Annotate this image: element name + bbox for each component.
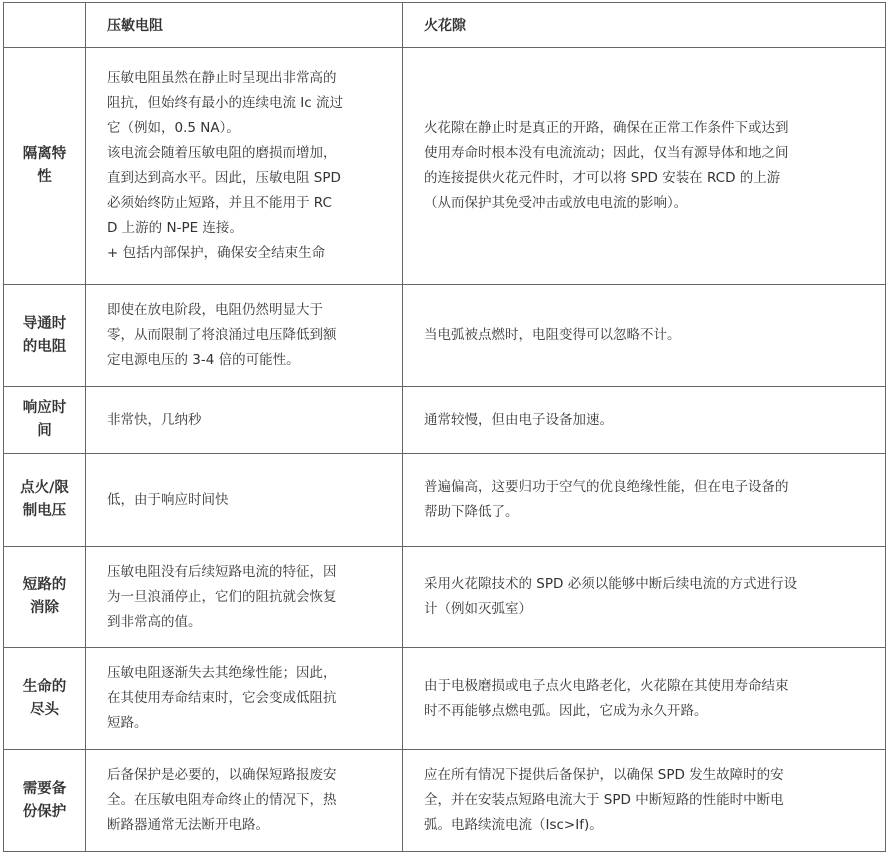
spark-gap-cell xyxy=(403,285,886,387)
text-line: 时不再能够点燃电弧。因此，它成为永久开路。 xyxy=(424,702,708,719)
text-line: D 上游的 N-PE 连接。 xyxy=(107,220,243,236)
text-line: 计（例如灭弧室） xyxy=(424,601,532,617)
text-line: 断路器通常无法断开电路。 xyxy=(107,817,269,833)
text-line: 压敏电阻没有后续短路电流的特征，因 xyxy=(107,563,337,580)
row-label: 导通时的电阻 xyxy=(4,285,86,387)
text-line: 直到达到高水平。因此，压敏电阻 SPD xyxy=(107,170,341,186)
table-row xyxy=(4,750,886,852)
text-line: 短路。 xyxy=(107,715,148,731)
varistor-cell xyxy=(86,48,403,285)
table-row xyxy=(4,285,886,387)
text-line: 该电流会随着压敏电阻的磨损而增加， xyxy=(107,145,337,161)
text-line: 全，并在安装点短路电流大于 SPD 中断短路的性能时中断电 xyxy=(424,792,784,808)
row-label: 隔离特性 xyxy=(4,48,86,285)
table-row xyxy=(4,648,886,750)
row-label: 生命的尽头 xyxy=(4,648,86,750)
row-label: 点火/限制电压 xyxy=(4,454,86,547)
text-line: 使用寿命时根本没有电流流动；因此，仅当有源导体和地之间 xyxy=(424,145,789,161)
text-line: 必须始终防止短路，并且不能用于 RC xyxy=(107,195,332,211)
varistor-cell xyxy=(86,285,403,387)
text-line: （从而保护其免受冲击或放电电流的影响）。 xyxy=(424,195,688,211)
text-line: 弧。电路续流电流（Isc>If)。 xyxy=(424,817,603,833)
spark-gap-cell xyxy=(403,48,886,285)
spark-gap-cell xyxy=(403,387,886,454)
text-line: + 包括内部保护，确保安全结束生命 xyxy=(107,245,326,261)
text-line: 火花隙在静止时是真正的开路，确保在正常工作条件下或达到 xyxy=(424,120,789,136)
text-line: 它（例如，0.5 NA）。 xyxy=(107,120,240,136)
varistor-cell xyxy=(86,547,403,648)
spark-gap-cell xyxy=(403,648,886,750)
spark-gap-cell xyxy=(403,750,886,852)
text-line: 阻抗，但始终有最小的连续电流 Ic 流过 xyxy=(107,95,343,111)
text-line: 通常较慢，但由电子设备加速。 xyxy=(424,411,613,428)
text-line: 在其使用寿命结束时，它会变成低阻抗 xyxy=(107,690,337,706)
varistor-cell xyxy=(86,387,403,454)
text-line: 非常快，几纳秒 xyxy=(107,411,202,428)
text-line: 到非常高的值。 xyxy=(107,613,202,630)
row-label: 响应时间 xyxy=(4,387,86,454)
table-header-row xyxy=(4,3,886,48)
varistor-cell xyxy=(86,648,403,750)
table-row xyxy=(4,547,886,648)
spark-gap-cell xyxy=(403,547,886,648)
header-varistor: 压敏电阻 xyxy=(86,3,403,48)
text-line: 普遍偏高，这要归功于空气的优良绝缘性能，但在电子设备的 xyxy=(424,479,789,495)
row-label: 需要备份保护 xyxy=(4,750,86,852)
varistor-cell xyxy=(86,454,403,547)
text-line: 后备保护是必要的，以确保短路报废安 xyxy=(107,767,337,783)
text-line: 压敏电阻虽然在静止时呈现出非常高的 xyxy=(107,70,337,86)
text-line: 定电源电压的 3-4 倍的可能性。 xyxy=(107,352,300,368)
table-row xyxy=(4,454,886,547)
table-row xyxy=(4,387,886,454)
text-line: 由于电极磨损或电子点火电路老化，火花隙在其使用寿命结束 xyxy=(424,677,789,694)
text-line: 帮助下降低了。 xyxy=(424,504,519,520)
text-line: 为一旦浪涌停止，它们的阻抗就会恢复 xyxy=(107,588,337,605)
text-line: 全。在压敏电阻寿命终止的情况下，热 xyxy=(107,792,337,808)
comparison-table xyxy=(3,2,886,852)
text-line: 当电弧被点燃时，电阻变得可以忽略不计。 xyxy=(424,327,681,343)
text-line: 低，由于响应时间快 xyxy=(107,491,229,508)
varistor-cell xyxy=(86,750,403,852)
spark-gap-cell xyxy=(403,454,886,547)
text-line: 零，从而限制了将浪涌过电压降低到额 xyxy=(107,327,337,343)
row-label: 短路的消除 xyxy=(4,547,86,648)
text-line: 应在所有情况下提供后备保护，以确保 SPD 发生故障时的安 xyxy=(424,767,784,783)
text-line: 压敏电阻逐渐失去其绝缘性能；因此， xyxy=(107,665,337,681)
text-line: 即使在放电阶段，电阻仍然明显大于 xyxy=(107,302,323,318)
table-row xyxy=(4,48,886,285)
text-line: 的连接提供火花元件时，才可以将 SPD 安装在 RCD 的上游 xyxy=(424,170,781,186)
text-line: 采用火花隙技术的 SPD 必须以能够中断后续电流的方式进行设 xyxy=(424,576,798,592)
header-empty-cell xyxy=(4,3,86,48)
header-spark-gap: 火花隙 xyxy=(403,3,886,48)
